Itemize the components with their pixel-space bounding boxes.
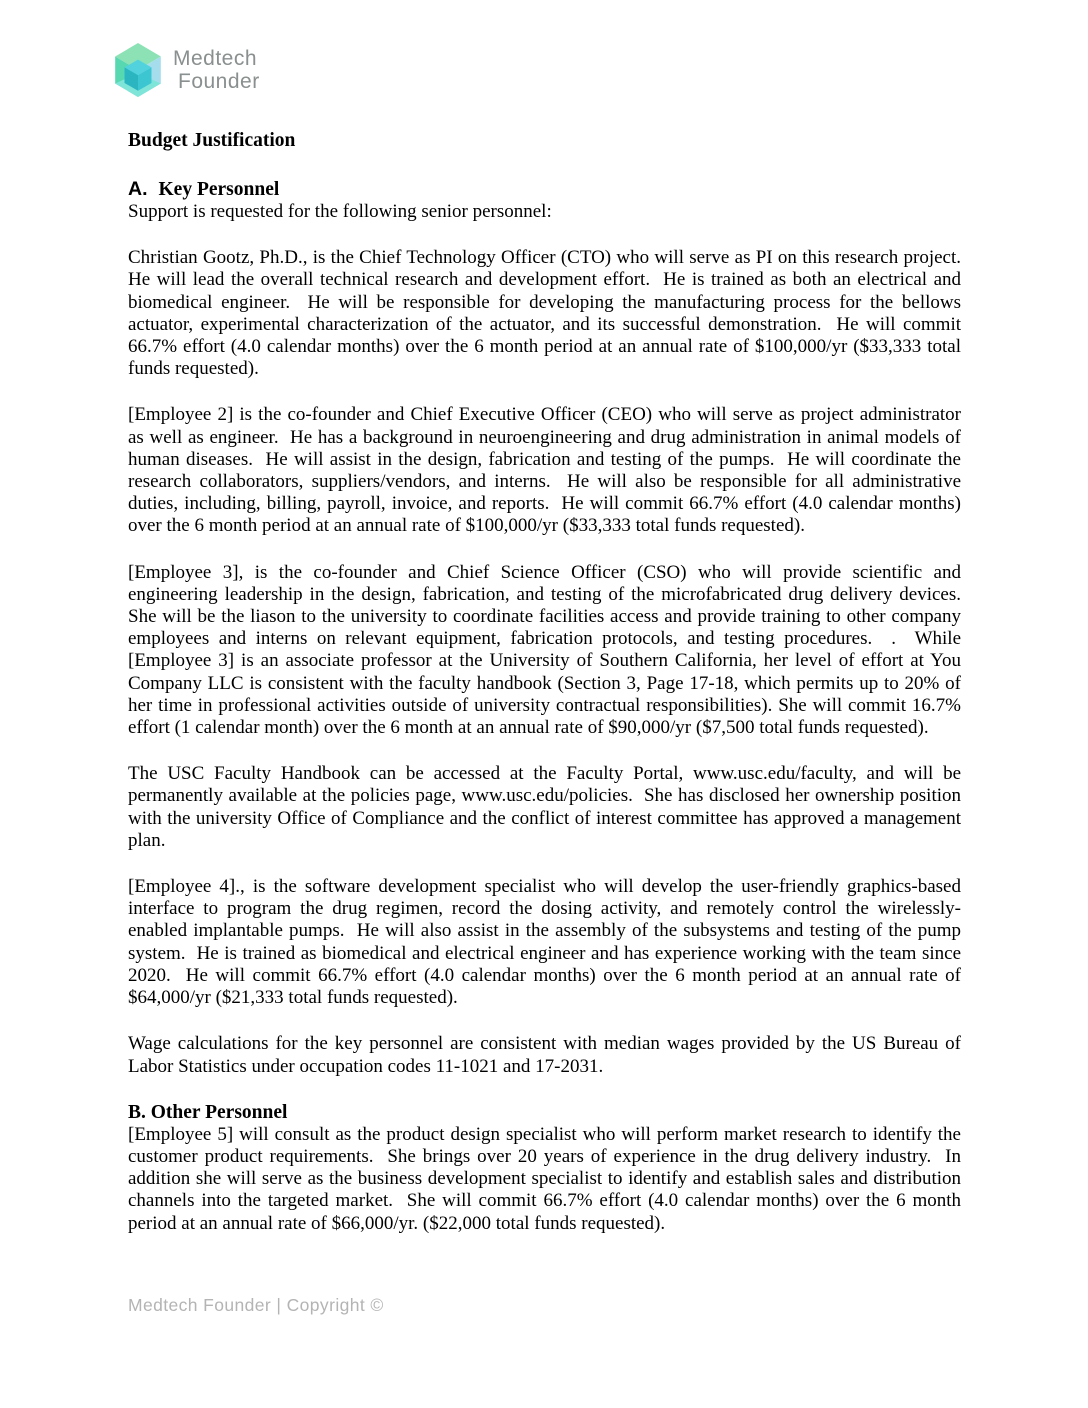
page-footer: Medtech Founder | Copyright © [128,1295,384,1315]
section-a-prefix: A. [128,178,148,200]
paragraph-key-personnel-1: Christian Gootz, Ph.D., is the Chief Technology Officer (CTO) who will serve as PI on this research project. He will lead the overall technical research and development effort. He is trained as both an electrical and biomedical engineer. He will be responsible for developing the manufacturing process for the bellows actuator, experimental characterization of the actuator, and its successful demonstration. He will commit 66.7% effort (4.0 calendar months) over the 6 month period at an annual rate of $100,000/yr ($33,333 total funds requested). [128,247,971,380]
paragraph-key-personnel-2: [Employee 2] is the co-founder and Chief Executive Officer (CEO) who will serve as project administrator as well as engineer. He has a background in neuroengineering and drug administration in animal models of human diseases. He will assist in the design, fabrication and testing of the pumps. He will coordinate the research collaborators, suppliers/vendors, and interns. He will also be responsible for all administrative duties, including, billing, payroll, invoice, and reports. He will commit 66.7% effort (4.0 calendar months) over the 6 month period at an annual rate of $100,000/yr ($33,333 total funds requested). [128,404,966,537]
section-b-heading: B. Other Personnel [128,1101,288,1123]
document-body [128,130,971,1235]
section-a-intro: Support is requested for the following senior personnel: [128,201,552,222]
paragraph-other-personnel: [Employee 5] will consult as the product design specialist who will perform market research to identify the customer product requirements. She brings over 20 years of experience in the drug delivery industry. In addition she will serve as the business development specialist to identify and establish sales and distribution channels into the targeted market. She will commit 66.7% effort (4.0 calendar months) over the 6 month period at an annual rate of $66,000/yr. ($22,000 total funds requested). [128,1123,966,1234]
document-title: Budget Justification [128,130,296,151]
company-logo [112,42,260,98]
paragraph-wage-calculations: Wage calculations for the key personnel are consistent with median wages provided by the US Bureau of Labor Statistics under occupation codes 11-1021 and 17-2031. [128,1033,966,1077]
paragraph-key-personnel-4: [Employee 4]., is the software development specialist who will develop the user-friendly graphics-based interface to program the drug regimen, record the dosing activity, and remotely control the wirelessly-enabled implantable pumps. He will also assist in the assembly of the subsystems and testing of the pump system. He is trained as biomedical and electrical engineer and has experience working with the team since 2020. He will commit 66.7% effort (4.0 calendar months) over the 6 month period at an annual rate of $64,000/yr ($21,333 total funds requested). [128,876,966,1009]
section-a-title: Key Personnel [158,179,280,200]
section-a-heading [128,178,961,201]
paragraph-key-personnel-3: [Employee 3], is the co-founder and Chief Science Officer (CSO) who will provide scientific and engineering leadership in the design, fabrication, and testing of the microfabricated drug delivery devices. She will be the liason to the university to coordinate facilities access and provide training to other company employees and interns on relevant equipment, fabrication protocols, and testing procedures. . While [Employee 3] is an associate professor at the University of Southern California, her level of effort at You Company LLC is consistent with the faculty handbook (Section 3, Page 17-18, which permits up to 20% of her time in professional activities outside of university contractual responsibilities). She will commit 16.7% effort (1 calendar month) over the 6 month at an annual rate of $90,000/yr ($7,500 total funds requested). [128,561,971,739]
logo-wordmark-line1: Medtech [173,47,258,70]
paragraph-faculty-handbook: The USC Faculty Handbook can be accessed at the Faculty Portal, www.usc.edu/faculty, and will be permanently available at the policies page, www.usc.edu/policies. She has disclosed her ownership position with the university Office of Compliance and the conflict of interest committee has approved a management plan. [128,763,966,851]
hexagon-cube-logo-icon [112,42,164,98]
logo-wordmark [173,47,260,93]
logo-wordmark-line2: Founder [178,70,260,93]
